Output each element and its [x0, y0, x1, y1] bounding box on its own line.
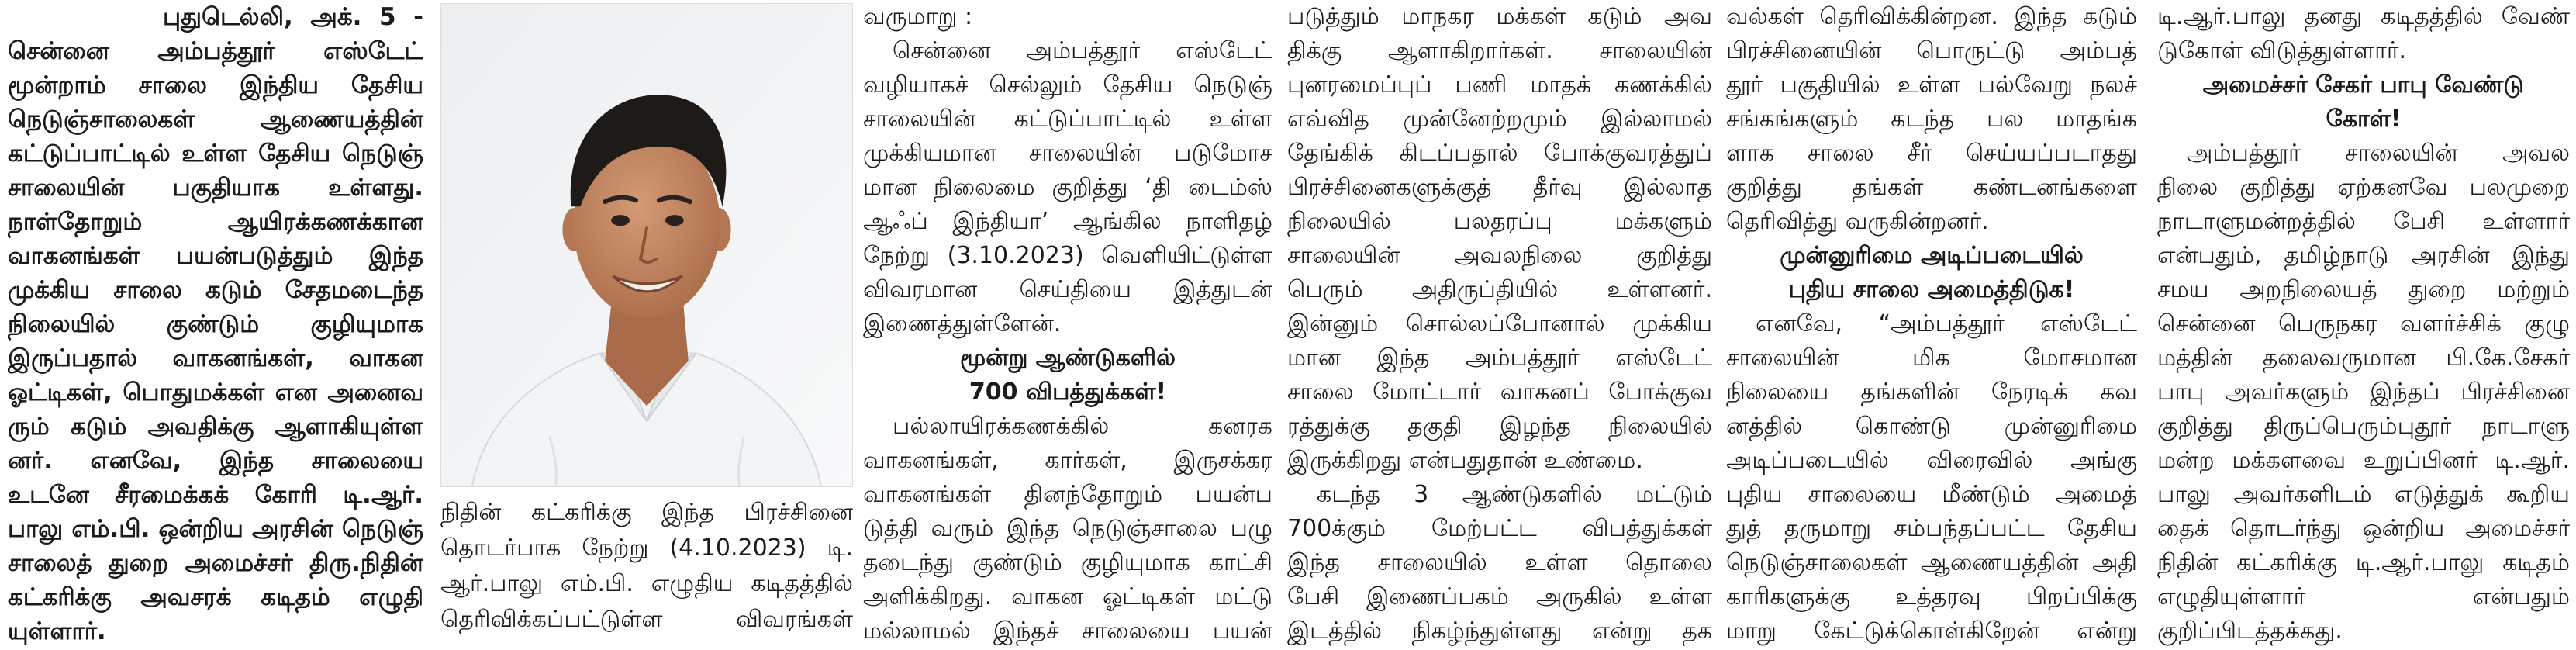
paragraph — [1726, 307, 2137, 648]
body-line: நெடுஞ்சாலைகள் ஆணையத்தின் அதி — [1726, 549, 2137, 576]
intro-line: சென்னை அம்பத்தூர் எஸ்டேட் — [8, 37, 423, 65]
intro-line: நாள்தோறும் ஆயிரக்கணக்கான — [8, 208, 423, 236]
intro-line: யுள்ளார். — [8, 617, 106, 645]
subheading-line: புதிய சாலை அமைத்திடுக! — [1788, 276, 2075, 303]
body-line: தடைந்து குண்டும் குழியுமாக காட்சி — [863, 549, 1272, 576]
paragraph — [2157, 0, 2570, 68]
paragraph — [863, 410, 1272, 648]
intro-line: வாகனங்கள் பயன்படுத்தும் இந்த — [8, 242, 423, 270]
body-line: பேசி இணைப்பகம் அருகில் உள்ள — [1287, 583, 1712, 610]
subheading-line: மூன்று ஆண்டுகளில் — [960, 344, 1176, 372]
caption-line: நிதின் கட்கரிக்கு இந்த பிரச்சினை — [440, 499, 853, 526]
body-line: அடிப்படையில் விரைவில் அங்கு — [1726, 447, 2137, 474]
body-line: எழுதியுள்ளார் என்பதும் — [2157, 583, 2570, 610]
intro-line: சாலையின் பகுதியாக உள்ளது. — [8, 174, 423, 202]
body-line: மான நிலைமை குறித்து ‘தி டைம்ஸ் — [863, 174, 1272, 201]
body-line: முக்கியமான சாலையின் படுமோச — [863, 140, 1272, 167]
body-line: நிதின் கட்கரிக்கு டி.ஆர்.பாலு கடிதம் — [2157, 549, 2570, 576]
body-line: துத் தருமாறு சம்பந்தப்பட்ட தேசிய — [1726, 515, 2137, 542]
body-line: எவ்வித முன்னேற்றமும் இல்லாமல் — [1287, 105, 1712, 133]
body-line: எனவே, “அம்பத்தூர் எஸ்டேட் — [1756, 310, 2137, 337]
intro-line: ஓட்டிகள், பொதுமக்கள் என அனைவ — [8, 379, 423, 406]
intro-line: உடனே சீரமைக்கக் கோரி டி.ஆர். — [8, 481, 423, 509]
body-line: வாகனங்கள், கார்கள், இருசக்கர — [863, 447, 1272, 474]
body-line: நாடாளுமன்றத்தில் பேசி உள்ளார் — [2157, 208, 2570, 235]
body-line: இடத்தில் நிகழ்ந்துள்ளது என்று தக — [1287, 617, 1712, 645]
body-line: தெரிவித்து வருகின்றனர். — [1726, 208, 1989, 235]
portrait-image — [441, 4, 852, 486]
subheading — [2157, 68, 2570, 137]
body-line: வாகனங்கள் தினந்தோறும் பயன்ப — [863, 481, 1272, 508]
body-line: வழியாகச் செல்லும் தேசிய நெடுஞ் — [863, 71, 1272, 99]
intro-line: நெடுஞ்சாலைகள் ஆணையத்தின் — [8, 105, 423, 133]
body-line: ளாக சாலை சீர் செய்யப்படாதது — [1726, 140, 2137, 167]
body-line: ஆஃப் இந்தியா’ ஆங்கில நாளிதழ் — [863, 208, 1272, 235]
body-line: குறித்து திருப்பெரும்புதூர் நாடாளு — [2157, 413, 2570, 440]
body-line: ரத்துக்கு தகுதி இழந்த நிலையில் — [1287, 413, 1712, 440]
article-column-1 — [863, 0, 1272, 648]
subheading-line: அமைச்சர் சேகர் பாபு வேண்டு — [2202, 71, 2525, 99]
paragraph — [2157, 137, 2570, 648]
body-line: மன்ற மக்களவை உறுப்பினர் டி.ஆர். — [2157, 447, 2570, 474]
body-line: அம்பத்தூர் சாலையின் அவல — [2187, 140, 2570, 167]
article-column-4 — [2157, 0, 2570, 648]
intro-line: நிலையில் குண்டும் குழியுமாக — [8, 310, 423, 338]
paragraph — [863, 34, 1272, 341]
subheading-line: கோள்! — [2326, 105, 2402, 133]
body-line: புனரமைப்புப் பணி மாதக் கணக்கில் — [1287, 71, 1712, 99]
body-line: பாபு அவர்களும் இந்தப் பிரச்சினை — [2157, 379, 2570, 406]
paragraph — [1287, 478, 1712, 648]
subheading-line: 700 விபத்துக்கள்! — [969, 379, 1167, 406]
body-line: மாறு கேட்டுக்கொள்கிறேன் என்று — [1726, 617, 2137, 645]
body-line: என்பதும், தமிழ்நாடு அரசின் இந்து — [2157, 242, 2570, 269]
body-line: தேங்கிக் கிடப்பதால் போக்குவரத்துப் — [1287, 140, 1712, 167]
subheading-line: முன்னுரிமை அடிப்படையில் — [1780, 242, 2084, 269]
body-line: னத்தில் கொண்டு முன்னுரிமை — [1726, 413, 2137, 440]
caption-line: தொடர்பாக நேற்று (4.10.2023) டி. — [440, 534, 853, 562]
intro-line: கட்கரிக்கு அவசரக் கடிதம் எழுதி — [8, 583, 423, 611]
body-line: நிலையை தங்களின் நேரடிக் கவ — [1726, 379, 2137, 406]
body-line: மத்தின் தலைவருமான பி.கே.சேகர் — [2157, 344, 2570, 372]
body-line: பல்லாயிரக்கணக்கில் கனரக — [893, 413, 1272, 440]
body-line: சாலை மோட்டார் வாகனப் போக்குவ — [1287, 379, 1712, 406]
intro-column — [8, 0, 423, 648]
body-line: நிலை குறித்து ஏற்கனவே பலமுறை — [2157, 174, 2570, 201]
body-line: இருக்கிறது என்பதுதான் உண்மை. — [1287, 447, 1643, 474]
body-line: சாலையின் கட்டுப்பாட்டில் உள்ள — [863, 105, 1272, 133]
portrait-photo — [440, 3, 853, 487]
body-line: சாலையின் அவலநிலை குறித்து — [1287, 242, 1712, 269]
body-line: காரிகளுக்கு உத்தரவு பிறப்பிக்கு — [1726, 583, 2137, 610]
intro-line: இருப்பதால் வாகனங்கள், வாகன — [8, 344, 423, 372]
body-line: தைக் தொடர்ந்து ஒன்றிய அமைச்சர் — [2157, 515, 2570, 542]
intro-line: கட்டுப்பாட்டில் உள்ள தேசிய நெடுஞ் — [8, 140, 423, 168]
body-line: வல்கள் தெரிவிக்கின்றன. இந்த கடும் — [1726, 3, 2137, 30]
paragraph — [1726, 0, 2137, 239]
intro-line: மூன்றாம் சாலை இந்திய தேசிய — [8, 71, 423, 99]
photo-caption — [440, 495, 853, 638]
body-line: குறித்து தங்கள் கண்டனங்களை — [1726, 174, 2137, 201]
body-line: டுகோள் விடுத்துள்ளார். — [2157, 37, 2407, 64]
caption-line: ஆர்.பாலு எம்.பி. எழுதிய கடிதத்தில் — [440, 570, 853, 597]
caption-line: தெரிவிக்கப்பட்டுள்ள விவரங்கள் — [440, 606, 853, 633]
body-line: படுத்தும் மாநகர மக்கள் கடும் அவ — [1287, 3, 1712, 30]
body-line: புதிய சாலையை மீண்டும் அமைத் — [1726, 481, 2137, 508]
body-line: சென்னை பெருநகர வளர்ச்சிக் குழு — [2157, 310, 2570, 337]
intro-line: பாலு எம்.பி. ஒன்றிய அரசின் நெடுஞ் — [8, 515, 423, 543]
body-line: இணைத்துள்ளேன். — [863, 310, 1062, 337]
paragraph — [1287, 0, 1712, 478]
body-line: அளிக்கிறது. வாகன ஓட்டிகள் மட்டு — [863, 583, 1272, 610]
body-line: வருமாறு : — [863, 3, 973, 30]
intro-line: னர். எனவே, இந்த சாலையை — [8, 447, 423, 475]
intro-line: ரும் கடும் அவதிக்கு ஆளாகியுள்ள — [8, 413, 423, 441]
body-line: மான இந்த அம்பத்தூர் எஸ்டேட் — [1287, 344, 1712, 372]
body-line: நேற்று (3.10.2023) வெளியிட்டுள்ள — [863, 242, 1272, 269]
body-line: இந்த சாலையில் உள்ள தொலை — [1287, 549, 1712, 576]
body-line: பெரும் அதிருப்தியில் உள்ளனர். — [1287, 276, 1712, 303]
body-line: சென்னை அம்பத்தூர் எஸ்டேட் — [893, 37, 1272, 64]
body-line: பாலு அவர்களிடம் எடுத்துக் கூறிய — [2157, 481, 2570, 508]
body-line: தூர் பகுதியில் உள்ள பல்வேறு நலச் — [1726, 71, 2137, 99]
body-line: கடந்த 3 ஆண்டுகளில் மட்டும் — [1317, 481, 1712, 508]
body-line: சாலையின் மிக மோசமான — [1726, 344, 2137, 372]
intro-paragraph — [8, 34, 423, 648]
body-line: விவரமான செய்தியை இத்துடன் — [863, 276, 1272, 303]
body-line: சமய அறநிலையத் துறை மற்றும் — [2157, 276, 2570, 303]
intro-line: முக்கிய சாலை கடும் சேதமடைந்த — [8, 276, 423, 304]
body-line: பிரச்சினைகளுக்குத் தீர்வு இல்லாத — [1287, 174, 1712, 201]
intro-line: சாலைத் துறை அமைச்சர் திரு.நிதின் — [8, 549, 423, 577]
body-line: நிலையில் பலதரப்பு மக்களும் — [1287, 208, 1712, 235]
body-line: திக்கு ஆளாகிறார்கள். சாலையின் — [1287, 37, 1712, 64]
body-line: மல்லாமல் இந்தச் சாலையை பயன் — [863, 617, 1272, 645]
article-column-3 — [1726, 0, 2137, 648]
subheading — [1726, 239, 2137, 307]
body-line: 700க்கும் மேற்பட்ட விபத்துக்கள் — [1287, 515, 1712, 542]
body-line: இன்னும் சொல்லப்போனால் முக்கிய — [1287, 310, 1712, 337]
subheading — [863, 341, 1272, 410]
body-line: குறிப்பிடத்தக்கது. — [2157, 617, 2343, 645]
body-line: சங்கங்களும் கடந்த பல மாதங்க — [1726, 105, 2137, 133]
body-line: டி.ஆர்.பாலு தனது கடிதத்தில் வேண் — [2157, 3, 2570, 30]
body-line: பிரச்சினையின் பொருட்டு அம்பத் — [1726, 37, 2137, 64]
dateline: புதுடெல்லி, அக். 5 - — [163, 3, 423, 31]
body-line: டுத்தி வரும் இந்த நெடுஞ்சாலை பழு — [863, 515, 1272, 542]
continued-text — [863, 0, 1272, 34]
article-column-2 — [1287, 0, 1712, 648]
